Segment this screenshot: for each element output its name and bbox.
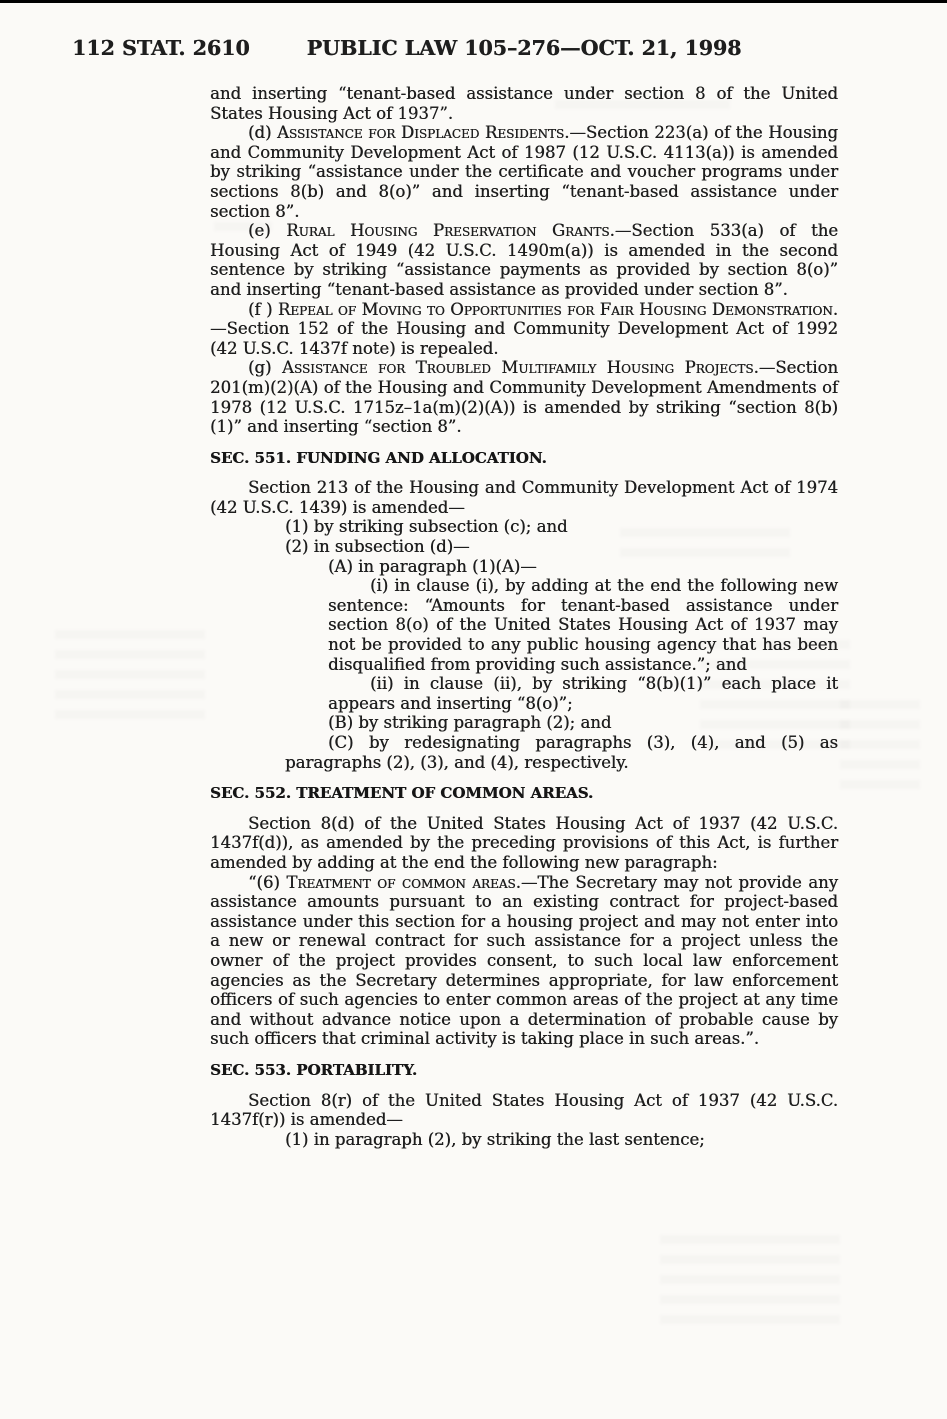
statute-paragraph — [210, 84, 838, 123]
small-caps-run: Repeal of Moving to Opportunities for Fair Housing Demonstration — [277, 299, 833, 319]
small-caps-run: Assistance for Displaced Residents — [277, 123, 565, 143]
text-run: Section 8(d) of the United States Housing Act of 1937 (42 U.S.C. 1437f(d)), as amended by the preceding provisions of this Act, is further amended by adding at the end the following new paragraph: — [210, 813, 838, 872]
amendment-list-item — [285, 733, 838, 772]
amendment-list-item — [285, 713, 838, 733]
statute-paragraph — [210, 300, 838, 359]
text-run: .—Section 152 of the Housing and Community Development Act of 1992 (42 U.S.C. 1437f note) is repealed. — [210, 299, 838, 358]
text-run: .—Section 223(a) of the Housing and Community Development Act of 1987 (12 U.S.C. 4113(a)) is amended by striking “assistance under the certificate and voucher programs under sections 8(b) and 8(o)” and inserting “tenant-based assistance under section 8”. — [210, 123, 838, 221]
statute-paragraph — [210, 873, 838, 1049]
amendment-list-item — [247, 1130, 838, 1150]
section-heading: SEC. 553. PORTABILITY. — [210, 1060, 418, 1079]
amendment-list-item — [328, 576, 838, 674]
text-run: Section 8(r) of the United States Housing Act of 1937 (42 U.S.C. 1437f(r)) is amended— — [210, 1090, 838, 1130]
section-heading: SEC. 551. FUNDING AND ALLOCATION. — [210, 448, 547, 467]
small-caps-run: Assistance for Troubled Multifamily Housing Projects — [281, 358, 754, 378]
text-run: (2) in subsection (d)— — [285, 537, 470, 557]
section-heading: SEC. 552. TREATMENT OF COMMON AREAS. — [210, 784, 594, 803]
scan-top-edge — [0, 0, 947, 3]
amendment-list-item — [285, 557, 838, 577]
text-run: “(6) — [248, 872, 287, 892]
statute-paragraph — [210, 123, 838, 221]
text-run: (ii) in clause (ii), by striking “8(b)(1)” each place it appears and inserting “8(o)”; — [328, 674, 838, 713]
text-run: and inserting “tenant-based assistance under section 8 of the United States Housing Act of 1937”. — [210, 84, 838, 123]
text-run: .—The Secretary may not provide any assistance amounts pursuant to an existing contract for project-based assistance under this section for a housing project and may not enter into a new or renewal contract for such assistance for a project unless the owner of the project provides consent, to such local law enforcement agencies as the Secretary determines appropriate, for law enforcement officers of such agencies to enter common areas of the project at any time and without advance notice upon a determination of probable cause by such officers that criminal activity is taking place in such areas.”. — [210, 872, 838, 1049]
text-run: (f ) — [248, 299, 278, 319]
amendment-list-item — [247, 537, 838, 557]
text-run: .—Section 201(m)(2)(A) of the Housing and Community Development Amendments of 1978 (12 U.S.C. 1715z–1a(m)(2)(A)) is amended by striking “section 8(b)(1)” and inserting “section 8”. — [210, 358, 839, 437]
text-run: (A) in paragraph (1)(A)— — [328, 556, 537, 576]
statute-paragraph — [210, 814, 838, 873]
bleedthrough-artifact — [840, 700, 920, 790]
text-run: (g) — [248, 358, 282, 378]
statute-body — [210, 84, 838, 1149]
text-run: (1) by striking subsection (c); and — [285, 517, 568, 537]
text-run: (1) in paragraph (2), by striking the last sentence; — [285, 1129, 705, 1149]
bleedthrough-artifact — [660, 1235, 840, 1330]
statute-paragraph — [210, 221, 838, 299]
text-run: (e) — [248, 221, 287, 241]
text-run: Section 213 of the Housing and Community Development Act of 1974 (42 U.S.C. 1439) is amended— — [210, 478, 838, 517]
law-title: PUBLIC LAW 105–276—OCT. 21, 1998 — [306, 36, 742, 60]
small-caps-run: Treatment of common areas — [286, 872, 516, 892]
text-run: (C) by redesignating paragraphs (3), (4), and (5) as paragraphs (2), (3), and (4), respectively. — [285, 733, 838, 772]
text-run: (i) in clause (i), by adding at the end the following new sentence: “Amounts for tenant-based assistance under section 8(o) of the United States Housing Act of 1937 may not be provided to any public housing agency that has been disqualified from providing such assistance.”; and — [328, 576, 838, 674]
statute-paragraph — [210, 1091, 838, 1130]
statute-paragraph — [210, 358, 838, 436]
text-run: .—Section 533(a) of the Housing Act of 1949 (42 U.S.C. 1490m(a)) is amended in the second sentence by striking “assistance payments as provided by section 8(o)” and inserting “tenant-based assistance as provided under section 8”. — [210, 221, 838, 299]
amendment-list-item — [247, 517, 838, 537]
bleedthrough-artifact — [55, 630, 205, 720]
small-caps-run: Rural Housing Preservation Grants — [286, 221, 610, 241]
stat-page-number: 112 STAT. 2610 — [72, 36, 250, 60]
amendment-list-item — [328, 674, 838, 713]
text-run: (d) — [248, 123, 277, 143]
text-run: (B) by striking paragraph (2); and — [328, 713, 612, 733]
statute-paragraph — [210, 478, 838, 517]
